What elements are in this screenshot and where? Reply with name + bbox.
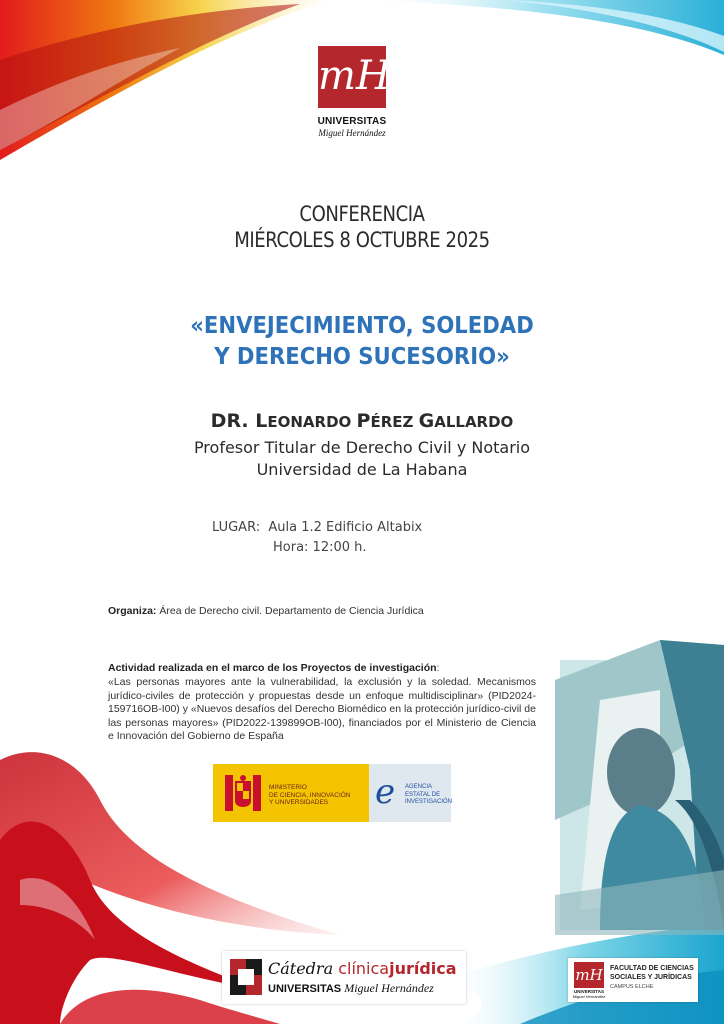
faculty-logo (568, 958, 698, 1002)
catedra-sub2: Miguel Hernández (344, 981, 434, 995)
elderly-person-illustration (555, 640, 724, 935)
faculty-line1: FACULTAD DE CIENCIAS (610, 965, 694, 972)
organizer-label: Organiza: (108, 605, 157, 617)
catedra-word3: jurídica (389, 959, 457, 978)
speaker-last2-initial: G (418, 410, 435, 432)
catedra-logo (222, 951, 466, 1004)
catedra-title (268, 959, 457, 978)
coat-of-arms-icon (221, 771, 265, 815)
agency-line3: INVESTIGACIÓN (405, 799, 453, 805)
university-name: UNIVERSITAS (317, 116, 387, 127)
faculty-logo-name: UNIVERSITAS (574, 989, 604, 994)
ministry-logo (213, 764, 369, 822)
projects-colon: : (436, 662, 440, 674)
faculty-logo-sub: Miguel Hernández (572, 994, 606, 999)
event-title-line1: «ENVEJECIMIENTO, SOLEDAD (190, 313, 534, 339)
speaker-last1-initial: P (356, 410, 371, 432)
organizer (108, 605, 536, 619)
venue-place (212, 520, 422, 535)
event-type: CONFERENCIA (299, 202, 425, 226)
top-right-swoosh (360, 0, 724, 55)
faculty-campus: CAMPUS ELCHE (610, 984, 654, 990)
organizer-text: Área de Derecho civil. Departamento de Ciencia Jurídica (159, 605, 424, 617)
agency-mark: e (375, 772, 396, 812)
ministry-line2: DE CIENCIA, INNOVACIÓN (269, 791, 351, 799)
university-monogram: mH (318, 53, 391, 99)
event-date: MIÉRCOLES 8 OCTUBRE 2025 (234, 228, 490, 252)
agency-line2: ESTATAL DE (405, 791, 441, 798)
agency-line1: AGENCIA (405, 784, 433, 790)
ministry-line3: Y UNIVERSIDADES (269, 799, 329, 806)
speaker-institution: Universidad de La Habana (256, 460, 468, 479)
speaker-name (0, 410, 724, 432)
catedra-word2: clínica (338, 959, 390, 978)
university-subname: Miguel Hernández (318, 128, 386, 138)
top-left-swoosh (0, 0, 330, 160)
ministry-name (269, 784, 351, 807)
faculty-name (610, 964, 694, 982)
catedra-word1: Cátedra (268, 959, 339, 978)
projects-label: Actividad realizada en el marco de los Proyectos de investigación (108, 662, 437, 674)
speaker-last2-rest: ALLARDO (434, 413, 514, 431)
ministry-line1: MINISTERIO (269, 784, 307, 791)
speaker-last1-rest: ÉREZ (370, 413, 419, 431)
agency-name (405, 784, 452, 807)
agency-logo (369, 764, 451, 822)
catedra-emblem-icon (228, 957, 264, 997)
catedra-sub1: UNIVERSITAS (268, 983, 345, 995)
university-logo (318, 46, 391, 108)
venue-place-value: Aula 1.2 Edificio Altabix (268, 520, 423, 535)
speaker-first-rest: EONARDO (267, 413, 357, 431)
catedra-subtitle (268, 981, 434, 996)
faculty-line2: SOCIALES Y JURÍDICAS (610, 974, 692, 981)
speaker-position: Profesor Titular de Derecho Civil y Notario (193, 438, 531, 457)
faculty-monogram: mH (574, 962, 604, 988)
event-title-line2: Y DERECHO SUCESORIO» (214, 344, 510, 370)
venue-time: Hora: 12:00 h. (273, 540, 367, 555)
speaker-first-initial: L (255, 410, 268, 432)
projects-text: «Las personas mayores ante la vulnerabilidad, la exclusión y la soledad. Mecanismos jurídico-civiles de protección y propuestas desde un enfoque multidisciplinar» (PID2024-159716OB-I00) y «Nuevos desafíos del Derecho Biomédico en la protección jurídico-civil de las personas mayores» (PID2022-139899OB-I00), financiados por el Ministerio de Ciencia e Innovación del Gobierno de España (108, 676, 536, 742)
speaker-prefix: DR. (210, 410, 256, 432)
venue-place-label: LUGAR: (212, 520, 261, 535)
projects-heading (108, 662, 536, 676)
